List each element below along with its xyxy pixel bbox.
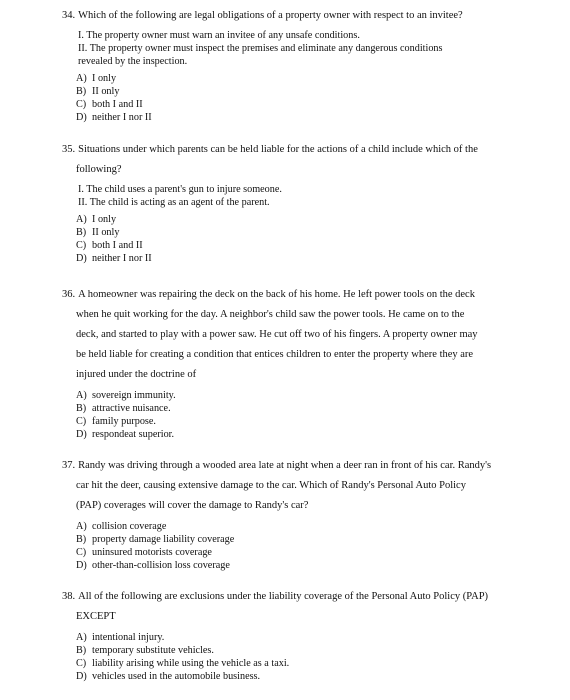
question-number: 37. <box>62 460 76 471</box>
option-letter: A) <box>76 73 87 84</box>
option-b <box>76 402 530 415</box>
option-text: temporary substitute vehicles. <box>92 645 214 656</box>
stem-line: All of the following are exclusions under the liability coverage of the Personal Auto Policy (PAP) <box>78 591 489 602</box>
question-number: 34. <box>62 10 76 21</box>
question-38 <box>62 587 530 683</box>
option-b <box>76 644 530 657</box>
option-c <box>76 657 530 670</box>
option-text: neither I nor II <box>92 253 152 264</box>
option-letter: B) <box>76 403 87 414</box>
option-text: collision coverage <box>92 521 167 532</box>
stem-line: injured under the doctrine of <box>76 369 197 380</box>
stem-line: Randy was driving through a wooded area late at night when a deer ran in front of his car. Randy's <box>78 460 492 471</box>
option-d <box>76 252 530 265</box>
question-35 <box>62 140 530 265</box>
option-text: sovereign immunity. <box>92 390 176 401</box>
option-c <box>76 239 530 252</box>
question-stem <box>62 587 530 627</box>
option-text: II only <box>92 227 120 238</box>
option-list <box>76 72 530 124</box>
option-text: II only <box>92 86 120 97</box>
statement: I. The property owner must warn an invitee of any unsafe conditions. <box>78 30 360 41</box>
option-text: respondeat superior. <box>92 429 175 440</box>
option-text: family purpose. <box>92 416 156 427</box>
option-list <box>76 520 530 572</box>
option-text: uninsured motorists coverage <box>92 547 212 558</box>
option-letter: B) <box>76 645 87 656</box>
option-letter: C) <box>76 658 87 669</box>
option-letter: B) <box>76 227 87 238</box>
option-text: neither I nor II <box>92 112 152 123</box>
option-c <box>76 98 530 111</box>
option-a <box>76 213 530 226</box>
option-letter: C) <box>76 547 87 558</box>
option-text: I only <box>92 73 117 84</box>
stem-line: (PAP) coverages will cover the damage to Randy's car? <box>76 500 309 511</box>
option-letter: B) <box>76 86 87 97</box>
option-list <box>76 389 530 441</box>
option-d <box>76 559 530 572</box>
option-letter: D) <box>76 560 87 571</box>
option-a <box>76 631 530 644</box>
option-text: vehicles used in the automobile business. <box>92 671 261 682</box>
option-text: both I and II <box>92 240 143 251</box>
option-text: other-than-collision loss coverage <box>92 560 230 571</box>
question-number: 36. <box>62 289 76 300</box>
option-a <box>76 520 530 533</box>
option-d <box>76 428 530 441</box>
question-36 <box>62 285 530 441</box>
option-letter: A) <box>76 632 87 643</box>
option-b <box>76 85 530 98</box>
statement: I. The child uses a parent's gun to injure someone. <box>78 184 282 195</box>
question-stem <box>62 140 530 180</box>
option-letter: D) <box>76 429 87 440</box>
option-text: both I and II <box>92 99 143 110</box>
option-a <box>76 72 530 85</box>
statement-list <box>78 29 530 68</box>
stem-line: deck, and started to play with a power saw. He cut off two of his fingers. A property owner may <box>76 329 478 340</box>
stem-line: Situations under which parents can be held liable for the actions of a child include which of the <box>78 144 478 155</box>
option-letter: D) <box>76 253 87 264</box>
option-list <box>76 631 530 683</box>
option-letter: A) <box>76 390 87 401</box>
option-text: attractive nuisance. <box>92 403 171 414</box>
option-a <box>76 389 530 402</box>
option-c <box>76 546 530 559</box>
option-text: intentional injury. <box>92 632 165 643</box>
option-letter: D) <box>76 671 87 682</box>
option-letter: B) <box>76 534 87 545</box>
option-b <box>76 226 530 239</box>
option-letter: D) <box>76 112 87 123</box>
option-c <box>76 415 530 428</box>
statement: II. The property owner must inspect the premises and eliminate any dangerous conditions <box>78 43 443 54</box>
statement: revealed by the inspection. <box>78 56 188 67</box>
question-stem <box>62 285 530 385</box>
stem-line: car hit the deer, causing extensive damage to the car. Which of Randy's Personal Auto Policy <box>76 480 466 491</box>
option-letter: A) <box>76 521 87 532</box>
option-letter: C) <box>76 99 87 110</box>
option-list <box>76 213 530 265</box>
question-number: 35. <box>62 144 76 155</box>
option-letter: A) <box>76 214 87 225</box>
option-text: I only <box>92 214 117 225</box>
option-letter: C) <box>76 416 87 427</box>
statement: II. The child is acting as an agent of the parent. <box>78 197 270 208</box>
question-number: 38. <box>62 591 76 602</box>
option-d <box>76 111 530 124</box>
option-text: liability arising while using the vehicle as a taxi. <box>92 658 290 669</box>
option-d <box>76 670 530 683</box>
stem-line: following? <box>76 164 122 175</box>
question-37 <box>62 456 530 572</box>
stem-line: A homeowner was repairing the deck on the back of his home. He left power tools on the deck <box>78 289 475 300</box>
stem-line: EXCEPT <box>76 611 116 622</box>
option-letter: C) <box>76 240 87 251</box>
option-b <box>76 533 530 546</box>
question-stem <box>62 6 530 26</box>
stem-line: be held liable for creating a condition that entices children to enter the property where they are <box>76 349 474 360</box>
option-text: property damage liability coverage <box>92 534 235 545</box>
statement-list <box>78 183 530 209</box>
stem-line: Which of the following are legal obligations of a property owner with respect to an invitee? <box>78 10 463 21</box>
stem-line: when he quit working for the day. A neighbor's child saw the power tools. He came on to the <box>76 309 465 320</box>
question-stem <box>62 456 530 516</box>
question-34 <box>62 6 530 124</box>
